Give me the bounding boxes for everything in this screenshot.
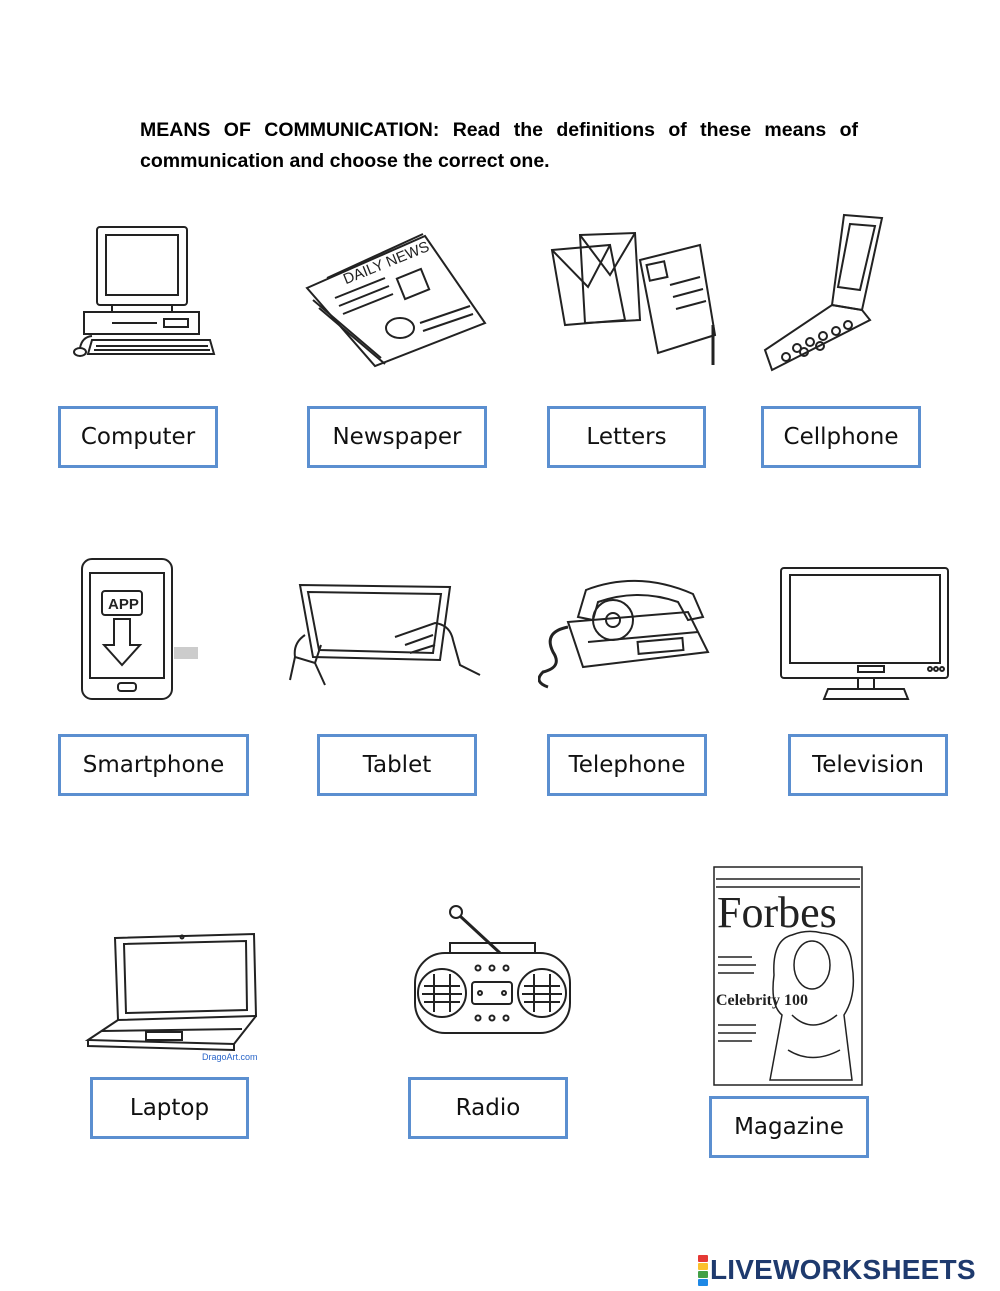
- tablet-icon: [285, 575, 485, 690]
- logo-text: LIVEWORKSHEETS: [710, 1254, 976, 1285]
- instructions-text: MEANS OF COMMUNICATION: Read the definitions of these means of communication and choose the correct one.: [140, 119, 858, 172]
- newspaper-icon: [305, 228, 490, 368]
- label-cellphone[interactable]: Cellphone: [761, 406, 921, 468]
- radio-icon: [410, 898, 575, 1038]
- label-newspaper[interactable]: Newspaper: [307, 406, 487, 468]
- laptop-icon: [82, 928, 262, 1063]
- smartphone-icon: [78, 555, 203, 703]
- label-smartphone[interactable]: Smartphone: [58, 734, 249, 796]
- label-magazine[interactable]: Magazine: [709, 1096, 869, 1158]
- letters-icon: [550, 225, 718, 370]
- newspaper-masthead: DAILY NEWS: [340, 238, 432, 289]
- magazine-feature: Celebrity 100: [716, 992, 808, 1009]
- television-icon: [778, 565, 951, 705]
- label-laptop[interactable]: Laptop: [90, 1077, 249, 1139]
- computer-icon: [72, 222, 217, 367]
- liveworksheets-logo: [698, 1254, 976, 1286]
- label-television[interactable]: Television: [788, 734, 948, 796]
- magazine-icon: [712, 865, 864, 1087]
- label-tablet[interactable]: Tablet: [317, 734, 477, 796]
- laptop-watermark: DragoArt.com: [202, 1052, 258, 1062]
- label-radio[interactable]: Radio: [408, 1077, 568, 1139]
- logo-mark-icon: [698, 1254, 708, 1286]
- label-computer[interactable]: Computer: [58, 406, 218, 468]
- telephone-icon: [538, 572, 713, 690]
- magazine-title: Forbes: [717, 888, 837, 937]
- label-letters[interactable]: Letters: [547, 406, 706, 468]
- smartphone-app-text: APP: [108, 596, 139, 613]
- cellphone-icon: [762, 210, 897, 375]
- label-telephone[interactable]: Telephone: [547, 734, 707, 796]
